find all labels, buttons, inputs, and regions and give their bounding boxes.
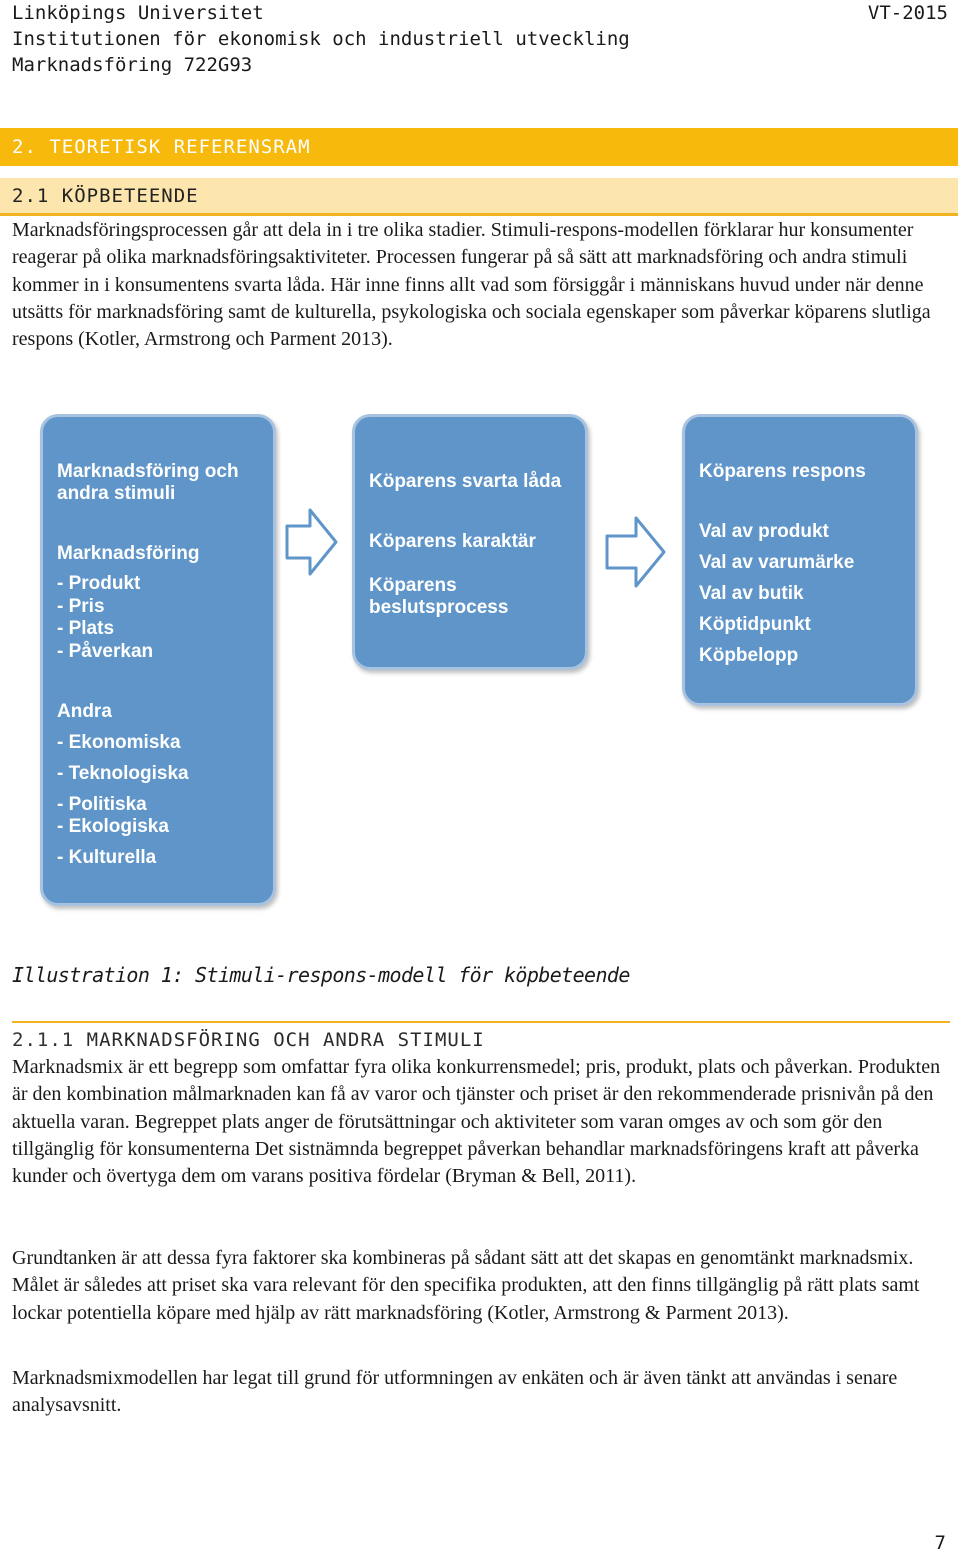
marketing-heading: Marknadsföring <box>57 543 200 564</box>
black-box <box>352 414 588 670</box>
subsection-heading: 2.1 KÖPBETEENDE <box>0 178 958 216</box>
stimuli-box <box>40 414 276 906</box>
section-divider <box>12 1021 950 1023</box>
body-paragraph: Marknadsmixmodellen har legat till grund för utformningen av enkäten och är även tänkt att användas i senare analysavsnitt. <box>12 1367 898 1417</box>
buyer-decision-1: Köparens <box>369 575 457 596</box>
body-paragraph: Grundtanken är att dessa fyra faktorer ska kombineras på sådant sätt att det skapas en genomtänkt marknadsmix. Målet är således att priset ska vara relevant för den specifika produkten, att den finns tillgänglig på rätt plats samt lockar potentiella köpare med hjälp av rätt marknadsföring (Kotler, Armstrong & Parment 2013). <box>12 1247 920 1324</box>
institution-name: Institutionen för ekonomisk och industriell utveckling <box>12 28 630 50</box>
subsection2-heading <box>12 1029 485 1051</box>
list-item: Val av produkt <box>699 521 829 542</box>
arrow-right-icon <box>604 514 668 590</box>
list-item: Köpbelopp <box>699 645 799 666</box>
university-name: Linköpings Universitet <box>12 2 264 24</box>
response-box <box>682 414 918 706</box>
page-header-left <box>12 0 630 78</box>
stimuli-response-diagram <box>36 410 926 910</box>
list-item: Val av butik <box>699 583 804 604</box>
stimuli-box-title-1: Marknadsföring och <box>57 461 239 482</box>
body-paragraph: Marknadsmix är ett begrepp som omfattar fyra olika konkurrensmedel; pris, produkt, plats och påverkan. Produkten är den kombination målmarknaden kan få av varor och tjänster och priset är den rekommenderade prisnivån på den aktuella varan. Begreppet plats anger de förutsättningar och aktiviteter som varan omges av och som gör den tillgänglig för konsumenterna Det sistnämnda begreppet påverkan behandlar marknadsföringens kraft att påverka kunder och övertyga dem om varans positiva fördelar (Bryman & Bell, 2011). <box>12 1056 941 1188</box>
other-heading: Andra <box>57 701 112 722</box>
section-heading: 2. TEORETISK REFERENSRAM <box>0 128 958 166</box>
subsection2-title: MARKNADSFÖRING OCH ANDRA STIMULI <box>86 1029 485 1051</box>
response-box-title: Köparens respons <box>699 461 866 482</box>
stimuli-box-title-2: andra stimuli <box>57 483 176 504</box>
term-label: VT-2015 <box>867 2 948 24</box>
list-item: - Plats <box>57 618 115 639</box>
list-item: - Politiska <box>57 794 147 815</box>
buyer-character: Köparens karaktär <box>369 531 536 552</box>
list-item: - Ekologiska <box>57 816 169 837</box>
list-item: - Påverkan <box>57 641 154 662</box>
arrow-right-icon <box>284 506 340 578</box>
list-item: Val av varumärke <box>699 552 855 573</box>
black-box-title: Köparens svarta låda <box>369 471 562 492</box>
intro-paragraph: Marknadsföringsprocessen går att dela in i tre olika stadier. Stimuli-respons-modellen förklarar hur konsumenter reagerar på olika marknadsföringsaktiviteter. Processen fungerar på så sätt att marknadsföring och andra stimuli kommer in i konsumentens svarta låda. Här inne finns allt vad som försiggår i människans huvud under när denne utsätts för marknadsföring samt de kulturella, psykologiska och sociala egenskaper som påverkar köparens slutliga respons (Kotler, Armstrong och Parment 2013). <box>12 219 931 351</box>
figure-caption: Illustration 1: Stimuli-respons-modell för köpbeteende <box>12 963 630 987</box>
list-item: - Teknologiska <box>57 763 189 784</box>
list-item: - Ekonomiska <box>57 732 181 753</box>
buyer-decision-2: beslutsprocess <box>369 597 509 618</box>
list-item: - Kulturella <box>57 847 157 868</box>
list-item: - Pris <box>57 596 105 617</box>
list-item: Köptidpunkt <box>699 614 811 635</box>
list-item: - Produkt <box>57 573 141 594</box>
course-name: Marknadsföring 722G93 <box>12 54 253 76</box>
page-number: 7 <box>934 1532 946 1554</box>
subsection2-number: 2.1.1 <box>12 1029 75 1051</box>
